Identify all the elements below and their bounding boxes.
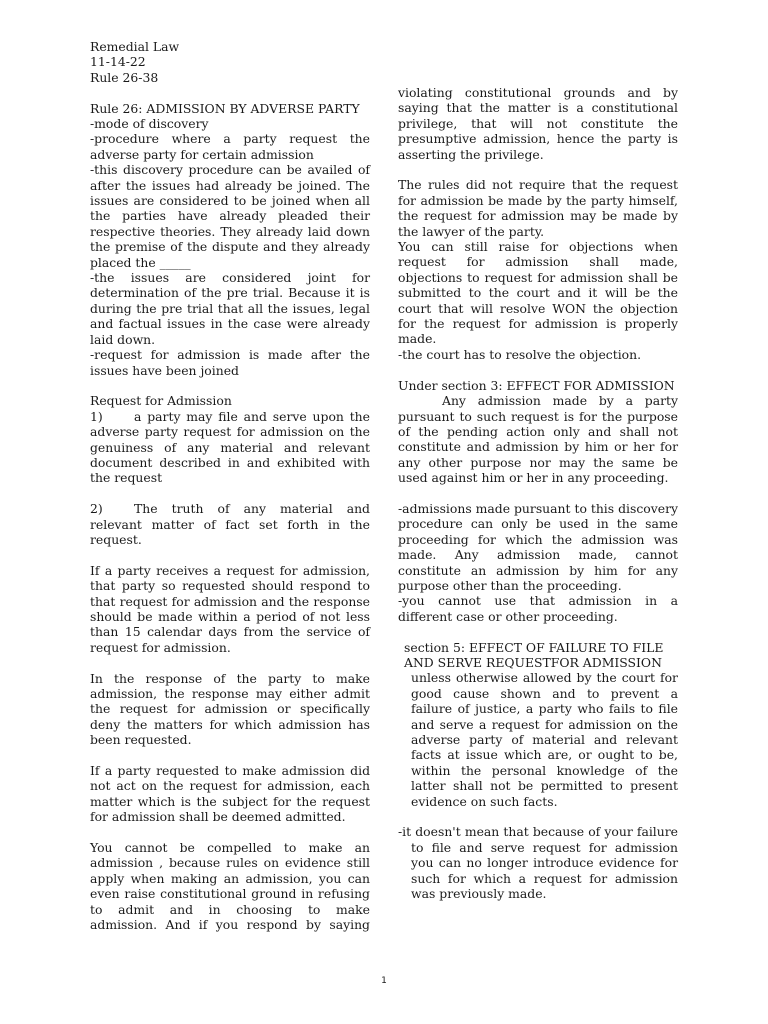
paragraph-constitutional-privilege: violating constitutional grounds and by saying that the matter is a constitutional privilege, that will not constitute the presumptive admission, hence the party is asserting the privilege. bbox=[398, 85, 678, 162]
paragraph-deemed-admitted: If a party requested to make admission did not act on the request for admission, each matter which is the subject for the request for admission shall be deemed admitted. bbox=[90, 763, 370, 825]
paragraph-lawyer-request: The rules did not require that the request for admission be made by the party himself, the request for admission may be made by the lawyer of the party. bbox=[398, 177, 678, 239]
bullet-request-after-issues: -request for admission is made after the issues have been joined bbox=[90, 347, 370, 378]
header-date: 11-14-22 bbox=[90, 54, 146, 70]
numbered-item-1: 1) a party may file and serve upon the adverse party request for admission on the genuiness of any material and relevant document described in and exhibited with the request bbox=[90, 408, 370, 486]
paragraph-cannot-be-compelled: You cannot be compelled to make an admission , because rules on evidence still apply when making an admission, you can even raise constitutional ground in refusing to admit and in choosing to make admission. And if you respond by saying bbox=[90, 840, 370, 933]
bullet-mode-of-discovery: -mode of discovery bbox=[90, 116, 209, 132]
rule-26-section bbox=[90, 101, 370, 378]
section-3-bullet-different-case: -you cannot use that admission in a different case or other proceeding. bbox=[398, 593, 678, 624]
numbered-item-2: 2) The truth of any material and relevant matter of fact set forth in the request. bbox=[90, 501, 370, 547]
section-5-bullet-failure: -it doesn't mean that because of your failure to file and serve request for admission you can no longer introduce evidence for such for which a request for admission was previously made. bbox=[398, 824, 678, 902]
section-3-text: Any admission made by a party pursuant to such request is for the purpose of the pending action only and shall not constitute and admission by him or her for any other purpose nor may the same be used against him or her in any proceeding. bbox=[398, 393, 678, 486]
bullet-issues-joint: -the issues are considered joint for determination of the pre trial. Because it is during the pre trial that all the issues, legal and factual issues in the case were already laid down. bbox=[90, 270, 370, 347]
bullet-availed: -this discovery procedure can be availed of after the issues had already be joined. The issues are considered to be joined when all the parties have already pleaded their respective theories. They already laid down the premise of the dispute and they already placed the _____ bbox=[90, 162, 370, 270]
page-number: 1 bbox=[381, 976, 387, 986]
header-subject: Remedial Law bbox=[90, 39, 180, 54]
section-3-bullet-same-proceeding: -admissions made pursuant to this discovery procedure can only be used in the same proceeding for which the admission was made. Any admission made, cannot constitute an admission by him for any purpose other than the proceeding. bbox=[398, 500, 678, 593]
left-column bbox=[90, 39, 370, 932]
section-3 bbox=[398, 378, 678, 486]
document-header bbox=[90, 39, 370, 85]
section-5-heading: section 5: EFFECT OF FAILURE TO FILE AND SERVE REQUESTFOR ADMISSION bbox=[404, 639, 664, 670]
request-heading: Request for Admission bbox=[90, 393, 232, 409]
right-column bbox=[398, 85, 678, 917]
rule-title: Rule 26: ADMISSION BY ADVERSE PARTY bbox=[90, 100, 360, 116]
paragraph-response-content: In the response of the party to make admission, the response may either admit the request for admission or specifically deny the matters for which admission has been requested. bbox=[90, 670, 370, 748]
section-3-heading: Under section 3: EFFECT FOR ADMISSION bbox=[398, 377, 675, 393]
header-rules: Rule 26-38 bbox=[90, 69, 159, 85]
bullet-procedure: -procedure where a party request the adverse party for certain admission bbox=[90, 131, 370, 162]
request-for-admission-section bbox=[90, 393, 370, 485]
paragraph-objections: You can still raise for objections when request for admission shall made, objections to request for admission shall be submitted to the court and it will be the court that will resolve WON the objection for the request for admission is properly made. bbox=[398, 239, 678, 347]
paragraph-court-resolve: -the court has to resolve the objection. bbox=[398, 346, 642, 362]
paragraph-response-period: If a party receives a request for admission, that party so requested should respond to that request for admission and the response should be made within a period of not less than 15 calendar days from the service of request for admission. bbox=[90, 562, 370, 655]
section-5-text: unless otherwise allowed by the court for good cause shown and to prevent a failure of justice, a party who fails to file and serve a request for admission on the adverse party of material and relevant facts at issue which are, or ought to be, within the personal knowledge of the latter shall not be permitted to present evidence on such facts. bbox=[411, 670, 678, 809]
